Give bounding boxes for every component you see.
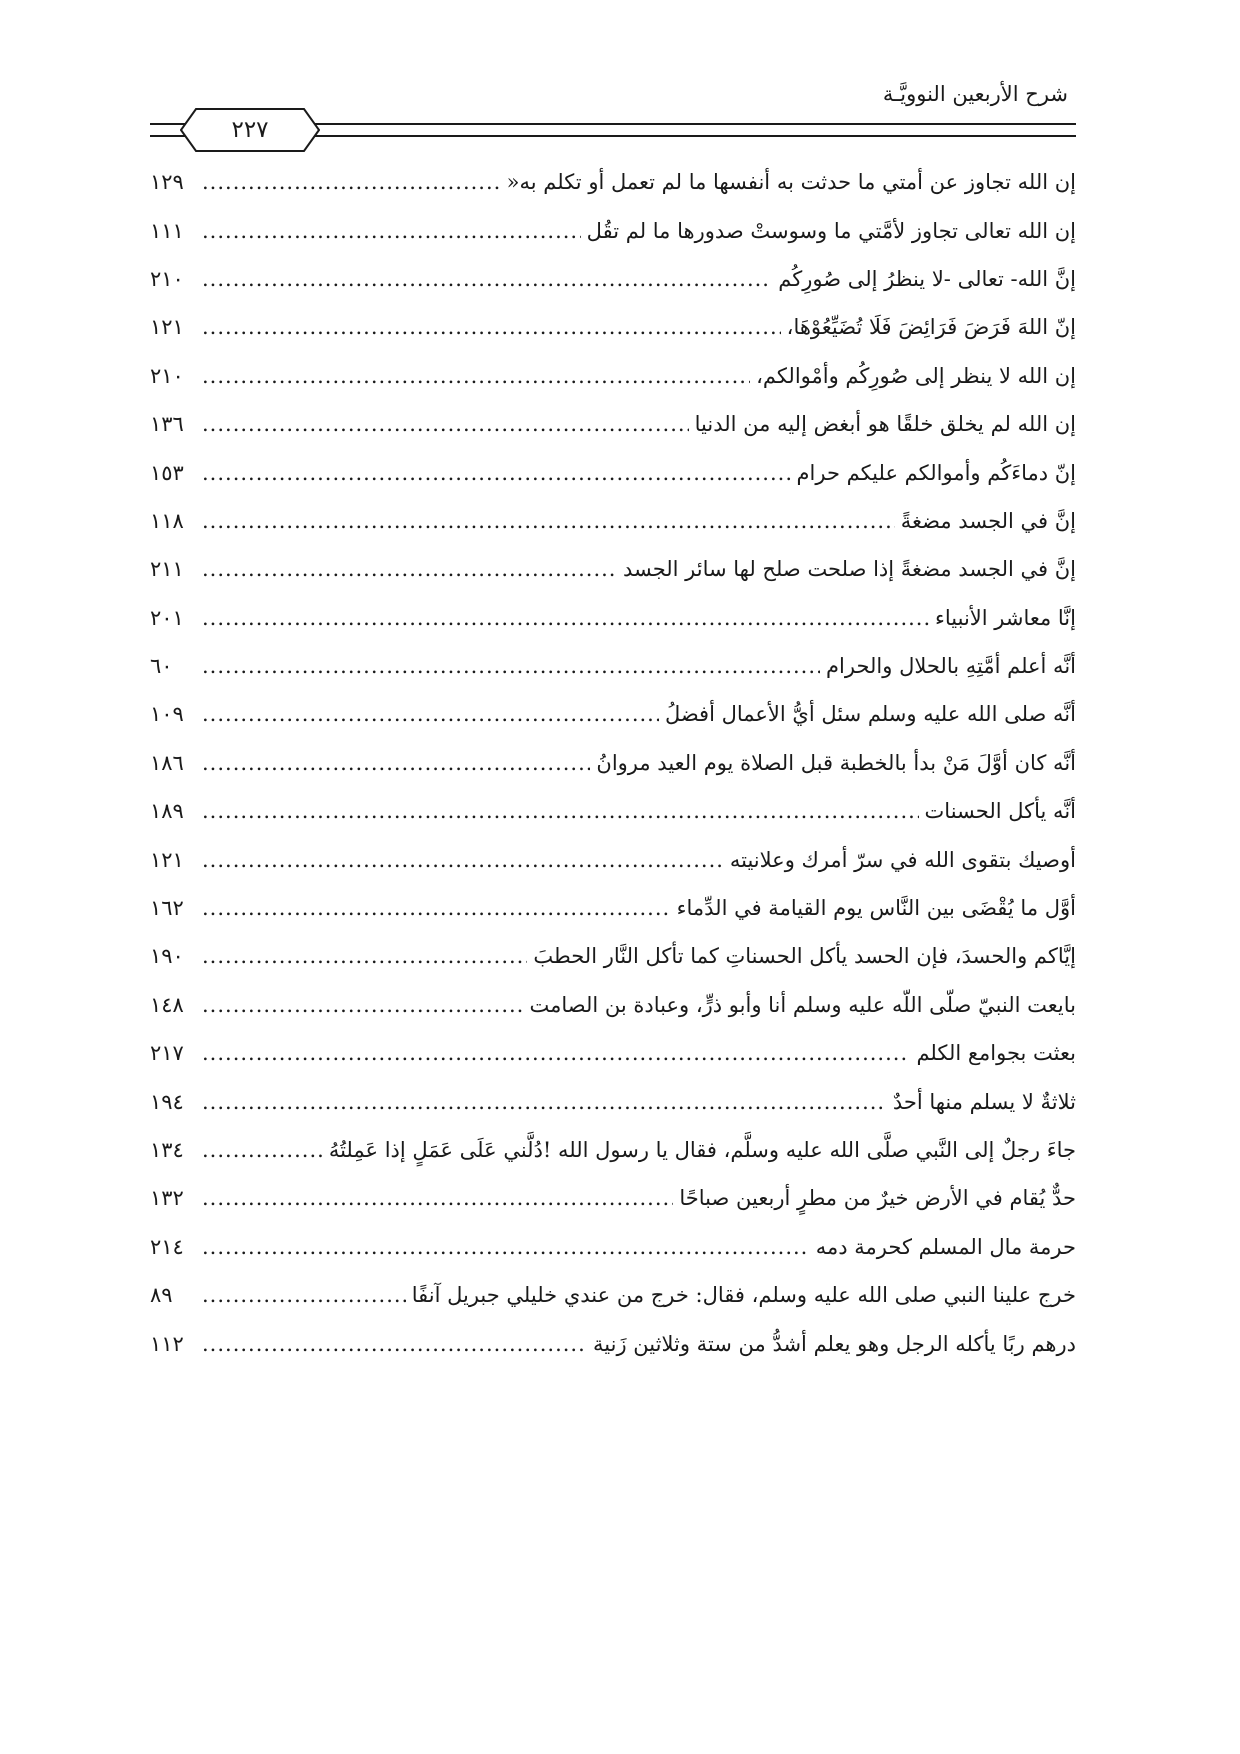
- index-entry: [150, 1271, 1076, 1319]
- dot-leader: [202, 751, 590, 775]
- dot-leader: [202, 509, 895, 533]
- dot-leader: [202, 412, 689, 436]
- index-entry: [150, 787, 1076, 835]
- entry-text: أنَّه أعلم أمَّتِهِ بالحلال والحرام: [826, 654, 1076, 679]
- entry-page-number: ١٨٩: [150, 799, 184, 824]
- entry-page-number: ١١٢: [150, 1331, 184, 1356]
- dot-leader: [202, 896, 671, 920]
- entry-page-number: ١٥٣: [150, 460, 184, 485]
- running-header: شرح الأربعين النوويَّـة: [882, 82, 1068, 106]
- dot-leader: [202, 848, 724, 872]
- index-entry: [150, 1126, 1076, 1174]
- entry-text: إنَّا معاشر الأنبياء: [935, 605, 1076, 630]
- index-entry: [150, 884, 1076, 932]
- dot-leader: [202, 993, 524, 1017]
- dot-leader: [202, 799, 919, 823]
- dot-leader: [202, 1041, 910, 1065]
- index-entry: [150, 1077, 1076, 1125]
- entry-page-number: ٢١٤: [150, 1234, 184, 1259]
- entry-text: إنّ دماءَكُم وأموالكم عليكم حرام: [796, 460, 1076, 485]
- index-entry: [150, 1223, 1076, 1271]
- entry-text: جاءَ رجلٌ إلى النَّبي صلَّى الله عليه وسلَّم، فقال يا رسول الله !دُلَّني عَلَى عَمَلٍ إذا عَمِلتُهُ: [328, 1138, 1076, 1162]
- index-entry: [150, 497, 1076, 545]
- dot-leader: [202, 315, 781, 339]
- entry-text: إيَّاكم والحسدَ، فإن الحسد يأكل الحسناتِ كما تأكل النَّار الحطبَ: [533, 944, 1076, 969]
- entry-page-number: ٨٩: [150, 1283, 173, 1308]
- index-entry: [150, 303, 1076, 351]
- entry-page-number: ١١٨: [150, 508, 184, 533]
- entry-text: درهم ربًا يأكله الرجل وهو يعلم أشدُّ من ستة وثلاثين زَنية: [593, 1331, 1076, 1356]
- index-entry: [150, 448, 1076, 496]
- index-list: [150, 158, 1076, 1368]
- entry-text: بايعت النبيّ صلّى اللّه عليه وسلم أنا وأبو ذرٍّ، وعبادة بن الصامت: [529, 992, 1076, 1017]
- entry-text: أوَّل ما يُقْضَى بين النَّاس يوم القيامة في الدِّماء: [676, 896, 1076, 921]
- index-entry: [150, 690, 1076, 738]
- dot-leader: [202, 606, 929, 630]
- entry-page-number: ١٨٦: [150, 750, 184, 775]
- dot-leader: [202, 702, 659, 726]
- dot-leader: [202, 1235, 810, 1259]
- entry-text: إنَّ في الجسد مضغةً: [900, 508, 1076, 533]
- dot-leader: [202, 1332, 587, 1356]
- entry-page-number: ١٤٨: [150, 992, 184, 1017]
- entry-text: أنَّه صلى الله عليه وسلم سئل أيُّ الأعمال أفضلُ: [664, 702, 1076, 727]
- entry-page-number: ٢١١: [150, 557, 184, 582]
- index-entry: [150, 1319, 1076, 1367]
- entry-text: إن الله لا ينظر إلى صُورِكُم وأمْوالكم،: [756, 363, 1076, 388]
- entry-page-number: ١٢١: [150, 315, 184, 340]
- entry-page-number: ١٣٢: [150, 1186, 184, 1211]
- index-entry: [150, 594, 1076, 642]
- entry-page-number: ١٦٢: [150, 896, 184, 921]
- entry-text: أنَّه يأكل الحسنات: [924, 799, 1076, 824]
- entry-page-number: ٦٠: [150, 654, 173, 679]
- dot-leader: [202, 170, 501, 194]
- entry-page-number: ٢١٠: [150, 266, 184, 291]
- index-entry: [150, 1174, 1076, 1222]
- page-number: ٢٢٧: [231, 117, 269, 143]
- index-entry: [150, 642, 1076, 690]
- dot-leader: [202, 364, 750, 388]
- dot-leader: [202, 267, 772, 291]
- index-entry: [150, 1029, 1076, 1077]
- index-entry: [150, 400, 1076, 448]
- entry-page-number: ٢١٠: [150, 363, 184, 388]
- entry-page-number: ١٩٤: [150, 1089, 184, 1114]
- entry-page-number: ٢٠١: [150, 605, 184, 630]
- dot-leader: [202, 461, 791, 485]
- index-entry: [150, 835, 1076, 883]
- dot-leader: [202, 1283, 406, 1307]
- dot-leader: [202, 1090, 887, 1114]
- entry-page-number: ٢١٧: [150, 1041, 184, 1066]
- entry-page-number: ١١١: [150, 218, 184, 243]
- entry-page-number: ١٢٩: [150, 170, 184, 195]
- entry-text: ثلاثةٌ لا يسلم منها أحدٌ: [892, 1089, 1076, 1114]
- index-entry: [150, 545, 1076, 593]
- entry-text: أوصيك بتقوى الله في سرّ أمرك وعلانيته: [729, 847, 1076, 872]
- index-entry: [150, 352, 1076, 400]
- index-entry: [150, 158, 1076, 206]
- entry-text: حدٌّ يُقام في الأرض خيرٌ من مطرٍ أربعين صباحًا: [679, 1186, 1076, 1211]
- entry-text: إنَّ في الجسد مضغةً إذا صلحت صلح لها سائر الجسد: [622, 557, 1076, 582]
- entry-text: إن الله تجاوز عن أمتي ما حدثت به أنفسها ما لم تعمل أو تكلم به«: [506, 170, 1076, 195]
- index-entry: [150, 206, 1076, 254]
- dot-leader: [202, 944, 527, 968]
- index-entry: [150, 739, 1076, 787]
- index-entry: [150, 932, 1076, 980]
- dot-leader: [202, 219, 581, 243]
- page-number-box: [180, 108, 320, 152]
- entry-page-number: ١٠٩: [150, 702, 184, 727]
- entry-text: إنَّ الله- تعالى -لا ينظرُ إلى صُورِكُم: [778, 266, 1076, 291]
- index-entry: [150, 255, 1076, 303]
- entry-page-number: ١٩٠: [150, 944, 184, 969]
- entry-text: إنّ اللهَ فَرَضَ فَرَائِضَ فَلَا تُضَيِّعُوْهَا،: [786, 315, 1076, 340]
- dot-leader: [202, 557, 617, 581]
- entry-text: إن الله لم يخلق خلقًا هو أبغض إليه من الدنيا: [694, 412, 1076, 437]
- entry-page-number: ١٣٦: [150, 412, 184, 437]
- entry-page-number: ١٢١: [150, 847, 184, 872]
- entry-text: أنَّه كان أوَّلَ مَنْ بدأ بالخطبة قبل الصلاة يوم العيد مروانُ: [596, 750, 1076, 775]
- entry-text: خرج علينا النبي صلى الله عليه وسلم، فقال: خرج من عندي خليلي جبريل آنفًا: [411, 1283, 1076, 1308]
- entry-text: إن الله تعالى تجاوز لأمَّتي ما وسوستْ صدورها ما لم تقُل: [586, 218, 1076, 243]
- entry-text: بعثت بجوامع الكلم: [916, 1041, 1076, 1066]
- dot-leader: [202, 1138, 323, 1162]
- index-entry: [150, 981, 1076, 1029]
- entry-page-number: ١٣٤: [150, 1138, 184, 1162]
- entry-text: حرمة مال المسلم كحرمة دمه: [815, 1234, 1076, 1259]
- dot-leader: [202, 654, 820, 678]
- dot-leader: [202, 1186, 673, 1210]
